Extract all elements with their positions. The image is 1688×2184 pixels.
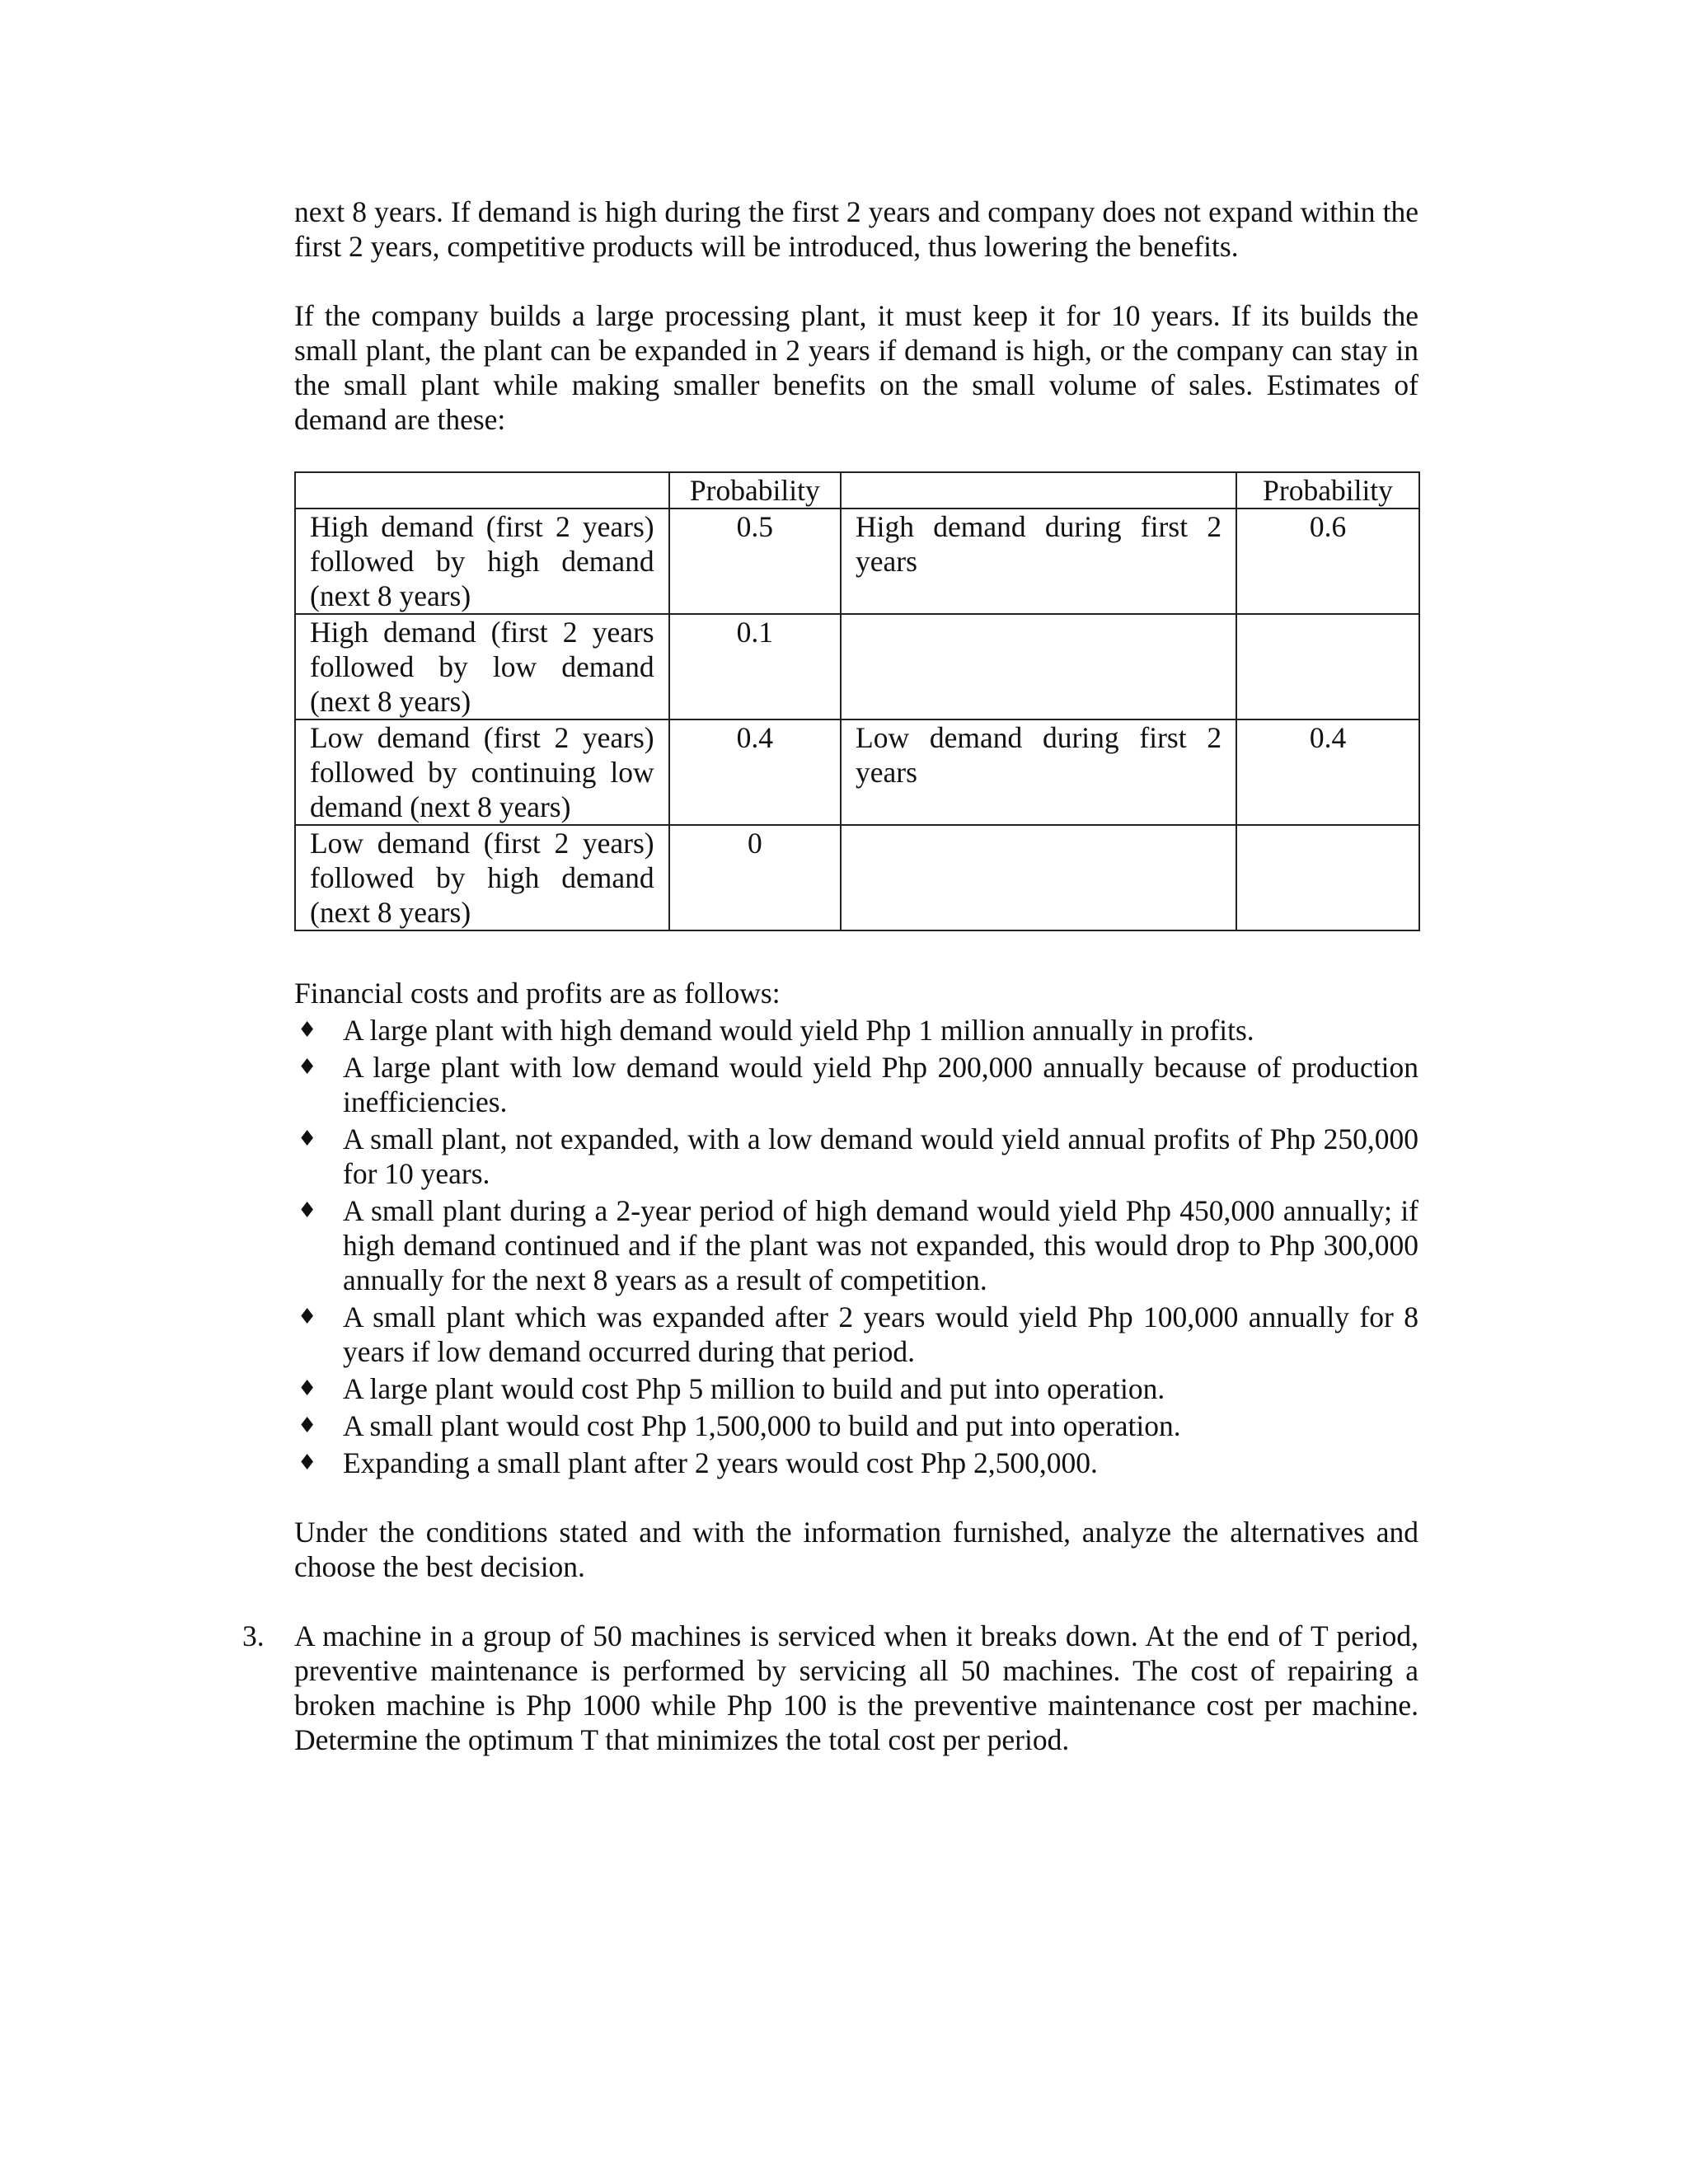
table-cell-initial-demand — [841, 614, 1236, 719]
table-header-probability-2: Probability — [1236, 472, 1419, 509]
table-cell-scenario: High demand (first 2 years) followed by high demand (next 8 years) — [295, 509, 669, 614]
table-cell-initial-probability: 0.6 — [1236, 509, 1419, 614]
table-row — [295, 825, 1419, 930]
list-item-text: A small plant would cost Php 1,500,000 to build and put into operation. — [343, 1409, 1181, 1442]
list-item-text: A small plant, not expanded, with a low demand would yield annual profits of Php 250,000 for 10 years. — [343, 1122, 1418, 1190]
list-item — [294, 1408, 1418, 1443]
table-cell-probability: 0.1 — [669, 614, 841, 719]
table-cell-initial-demand: High demand during first 2 years — [841, 509, 1236, 614]
table-row — [295, 509, 1419, 614]
paragraph-gap — [294, 264, 1418, 298]
list-item — [294, 1122, 1418, 1191]
problem-3-text: A machine in a group of 50 machines is serviced when it breaks down. At the end of T period, preventive maintenance is performed by servicing all 50 machines. The cost of repairing a broken machine is Php 1000 while Php 100 is the preventive maintenance cost per machine. Determine the optimum T that minimizes the total cost per period. — [294, 1619, 1418, 1756]
list-item — [294, 1371, 1418, 1406]
table-cell-scenario: Low demand (first 2 years) followed by high demand (next 8 years) — [295, 825, 669, 930]
list-item-text: Expanding a small plant after 2 years would cost Php 2,500,000. — [343, 1446, 1098, 1479]
list-item — [294, 1446, 1418, 1480]
table-cell-initial-probability — [1236, 825, 1419, 930]
diamond-bullet-icon: ♦ — [298, 1305, 317, 1329]
diamond-bullet-icon: ♦ — [298, 1376, 317, 1401]
document-page — [242, 194, 1418, 1757]
financials-bullet-list — [294, 1013, 1418, 1480]
list-item — [294, 1050, 1418, 1119]
paragraph-plant-options: If the company builds a large processing plant, it must keep it for 10 years. If its builds the small plant, the plant can be expanded in 2 years if demand is high, or the company can stay in the small plant while making smaller benefits on the small volume of sales. Estimates of demand are these: — [294, 299, 1418, 436]
diamond-bullet-icon: ♦ — [298, 1451, 317, 1475]
list-item — [294, 1300, 1418, 1369]
diamond-bullet-icon: ♦ — [298, 1413, 317, 1438]
table-cell-scenario: High demand (first 2 years followed by low demand (next 8 years) — [295, 614, 669, 719]
paragraph-gap — [294, 1480, 1418, 1515]
diamond-bullet-icon: ♦ — [298, 1198, 317, 1223]
diamond-bullet-icon: ♦ — [298, 1127, 317, 1151]
table-row — [295, 614, 1419, 719]
demand-estimates-table — [294, 471, 1420, 931]
table-cell-probability: 0.4 — [669, 719, 841, 825]
table-cell-initial-demand — [841, 825, 1236, 930]
table-cell-initial-probability: 0.4 — [1236, 719, 1419, 825]
list-item-text: A large plant with low demand would yield Php 200,000 annually because of production inefficiencies. — [343, 1051, 1418, 1118]
table-header-row — [295, 472, 1419, 509]
table-cell-scenario: Low demand (first 2 years) followed by continuing low demand (next 8 years) — [295, 719, 669, 825]
table-header-blank — [841, 472, 1236, 509]
list-item — [294, 1013, 1418, 1047]
list-item — [294, 1193, 1418, 1297]
table-cell-probability: 0 — [669, 825, 841, 930]
table-row — [295, 719, 1419, 825]
list-item-text: A large plant with high demand would yield Php 1 million annually in profits. — [343, 1014, 1254, 1047]
table-cell-initial-probability — [1236, 614, 1419, 719]
table-header-probability: Probability — [669, 472, 841, 509]
table-cell-probability: 0.5 — [669, 509, 841, 614]
list-item-text: A small plant during a 2-year period of high demand would yield Php 450,000 annually; if high demand continued and if the plant was not expanded, this would drop to Php 300,000 annually for the next 8 years as a result of competition. — [343, 1194, 1418, 1296]
paragraph-financials-intro: Financial costs and profits are as follows: — [294, 977, 781, 1010]
diamond-bullet-icon: ♦ — [298, 1055, 317, 1080]
problem-3 — [242, 1619, 1418, 1757]
table-header-blank — [295, 472, 669, 509]
diamond-bullet-icon: ♦ — [298, 1018, 317, 1043]
problem-number: 3. — [242, 1619, 265, 1652]
paragraph-analysis-instruction: Under the conditions stated and with the information furnished, analyze the alternatives and choose the best decision. — [294, 1516, 1418, 1583]
table-cell-initial-demand: Low demand during first 2 years — [841, 719, 1236, 825]
list-item-text: A large plant would cost Php 5 million to build and put into operation. — [343, 1372, 1165, 1405]
list-item-text: A small plant which was expanded after 2 years would yield Php 100,000 annually for 8 years if low demand occurred during that period. — [343, 1301, 1418, 1368]
paragraph-competition: next 8 years. If demand is high during the first 2 years and company does not expand within the first 2 years, competitive products will be introduced, thus lowering the benefits. — [294, 195, 1418, 263]
paragraph-gap — [294, 437, 1418, 471]
